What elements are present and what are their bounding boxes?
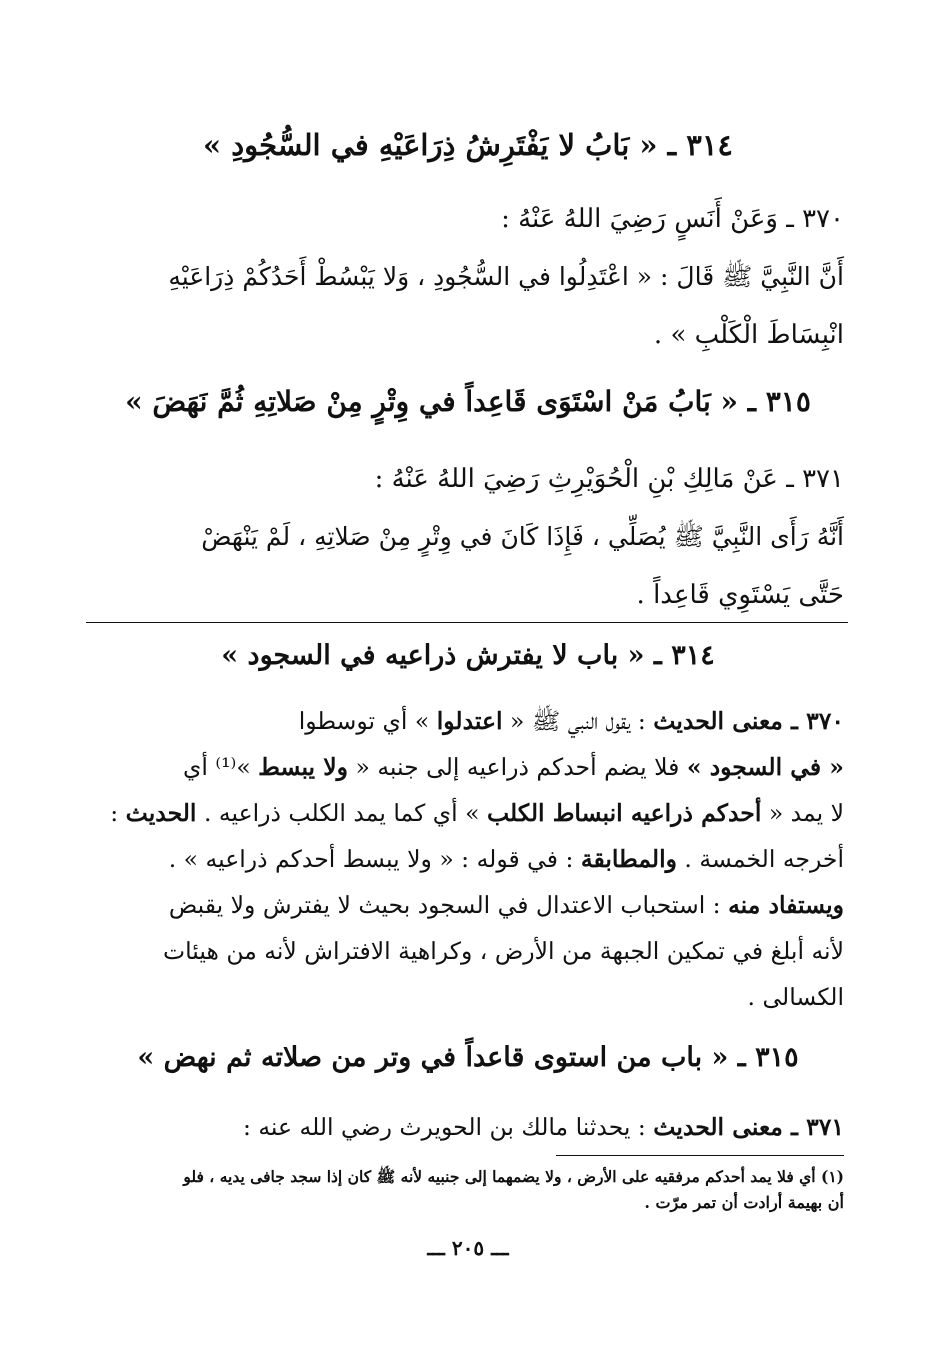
commentary-315-title: ٣١٥ ـ « باب من استوى قاعداً في وتر من صلاته ثم نهض » (137, 1042, 799, 1073)
label-al-hadith: الحديث (125, 799, 197, 827)
quote-inbisat-al-kalb: أحدكم ذراعيه انبساط الكلب (486, 799, 762, 827)
hadith-371-line-3: حَتَّى يَسْتَوِي قَاعِداً . (636, 580, 844, 610)
text-run: لا يمد « (761, 799, 844, 827)
hadith-370-line-2: أَنَّ النَّبِيَّ ﷺ قَالَ : « اعْتَدِلُوا في السُّجُودِ ، وَلا يَبْسُطْ أَحَدُكُمْ ذِرَاعَيْهِ (168, 262, 844, 291)
footnote (92, 1164, 844, 1216)
footnote-ref: »⁽¹⁾ أي (182, 753, 259, 781)
footnote-line-1: (١) أي فلا يمد أحدكم مرفقيه على الأرض ، ولا يضمهما إلى جنبيه لأنه ﷺ كان إذا سجد جافى يديه ، فلو (183, 1167, 844, 1186)
text-run: » أي توسطوا (298, 707, 437, 735)
quote-wa-la-yabsut: ولا يبسط (258, 753, 349, 781)
quote-fi-al-sujud: « في السجود » (686, 753, 844, 781)
hadith-371 (92, 450, 844, 624)
commentary-370-line-7: الكسالى . (747, 983, 844, 1011)
commentary-371 (92, 1104, 844, 1150)
footnote-line-2: أن بهيمة أرادت أن تمر مرّت . (644, 1193, 844, 1212)
label-yustafad-minhu: ويستفاد منه (728, 891, 844, 919)
commentary-370-line-2 (92, 744, 844, 790)
label-al-mutabaqa: والمطابقة (580, 845, 677, 873)
hadith-370-line-1: ٣٧٠ ـ وَعَنْ أَنَسٍ رَضِيَ اللهُ عَنْهُ : (501, 204, 844, 234)
page-number: ـــ ٢٠٥ ـــ (427, 1236, 509, 1260)
section-315-title: ٣١٥ ـ « بَابُ مَنْ اسْتَوَى قَاعِداً في وِتْرٍ مِنْ صَلاتِهِ ثُمَّ نَهَضَ » (125, 385, 811, 418)
hadith-371-line-1: ٣٧١ ـ عَنْ مَالِكِ بْنِ الْحُوَيْرِثِ رَضِيَ اللهُ عَنْهُ : (374, 464, 844, 494)
commentary-370-line-5 (92, 882, 844, 928)
commentary-371-line-1 (92, 1104, 844, 1150)
hadith-371-line-2: أَنَّهُ رَأَى النَّبِيَّ ﷺ يُصَلِّي ، فَإِذَا كَانَ في وِتْرٍ مِنْ صَلاتِهِ ، لَمْ يَنْهَضْ (201, 522, 844, 551)
text-run: : يقول النبي ﷺ « (502, 707, 654, 735)
hadith-370-line-3: انْبِسَاطَ الْكَلْبِ » . (653, 320, 844, 350)
text-run: فلا يضم أحدكم ذراعيه إلى جنبه « (348, 753, 687, 781)
commentary-370-line-3 (92, 790, 844, 836)
commentary-371-label: ٣٧١ ـ معنى الحديث (653, 1113, 844, 1141)
commentary-370 (92, 698, 844, 1020)
text-run: : (110, 799, 126, 827)
text-run: : استحباب الاعتدال في السجود بحيث لا يفترش ولا يقبض (168, 891, 729, 919)
hadith-370 (92, 190, 844, 364)
quote-i-tadilu: اعتدلوا (436, 707, 503, 735)
commentary-370-line-6: لأنه أبلغ في تمكين الجبهة من الأرض ، وكراهية الافتراش لأنه من هيئات (162, 937, 844, 965)
commentary-370-line-4 (92, 836, 844, 882)
text-run: أخرجه الخمسة . (676, 845, 844, 873)
text-run: » أي كما يمد الكلب ذراعيه . (196, 799, 487, 827)
commentary-370-line-1 (92, 698, 844, 744)
section-314-title: ٣١٤ ـ « بَابُ لا يَفْتَرِشُ ذِرَاعَيْهِ في السُّجُودِ » (203, 128, 733, 162)
commentary-314-title: ٣١٤ ـ « باب لا يفترش ذراعيه في السجود » (221, 640, 715, 671)
matn-commentary-divider (86, 622, 848, 623)
commentary-370-label: ٣٧٠ ـ معنى الحديث (653, 707, 844, 735)
text-run: : يحدثنا مالك بن الحويرث رضي الله عنه : (242, 1113, 654, 1141)
text-run: : في قوله : « ولا يبسط أحدكم ذراعيه » . (168, 845, 581, 873)
footnote-divider (556, 1155, 844, 1156)
